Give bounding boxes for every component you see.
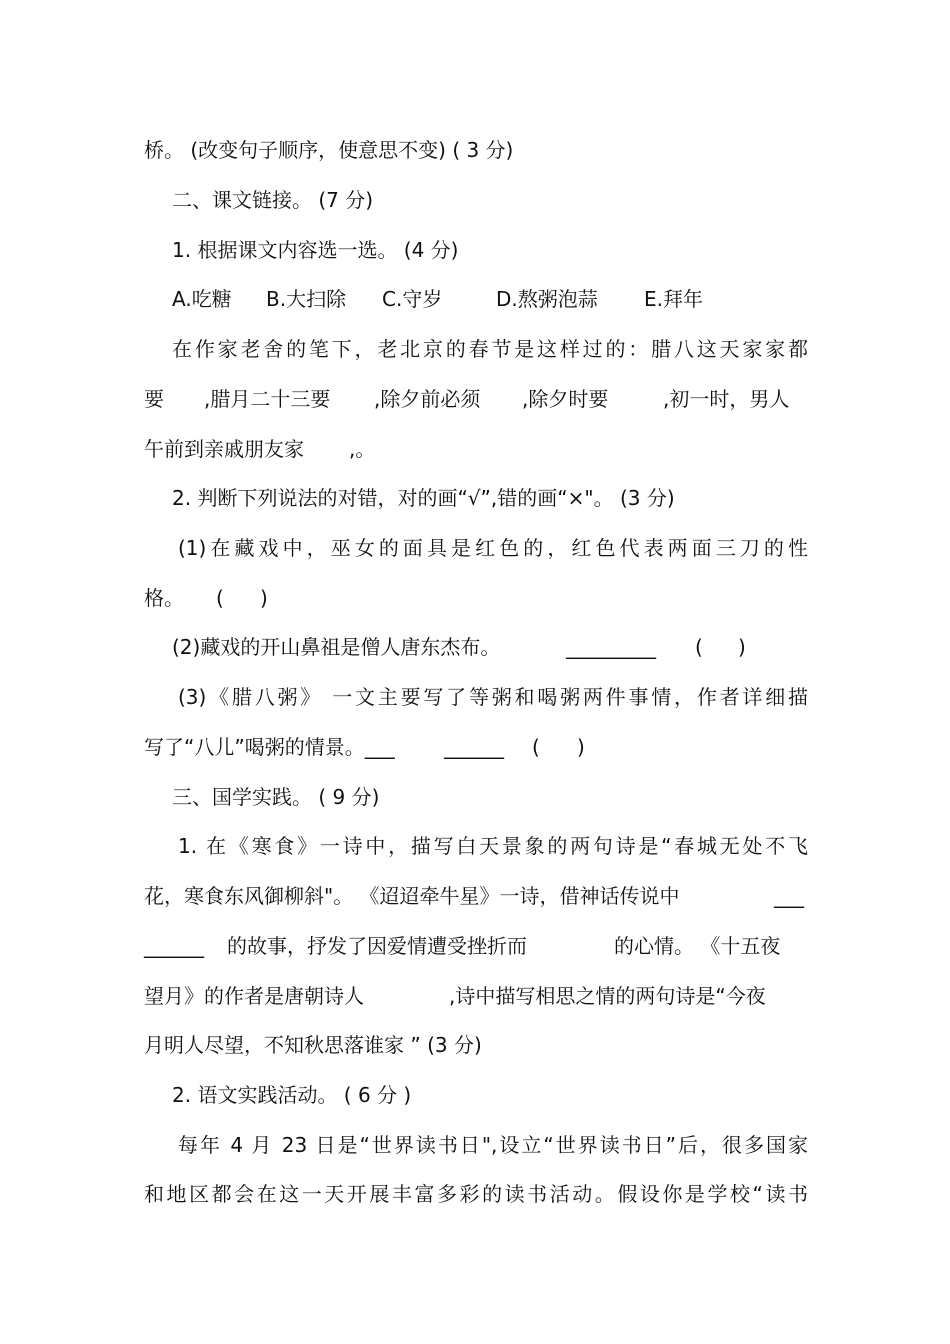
section-2-heading: 二、课文链接。 (7 分)	[172, 188, 374, 212]
answer-blank: ______	[444, 735, 504, 759]
reading-day-passage-line-1: 每年 4 月 23 日是“世界读书日",设立“世界读书日”后，很多国家	[178, 1133, 808, 1157]
option-c: C.守岁	[382, 287, 443, 311]
option-d: D.熬粥泡蒜	[496, 287, 598, 311]
answer-blank: ___	[774, 884, 804, 908]
statement-1-line-2: 格。 ( )	[144, 580, 808, 616]
statement-3-line-1: (3)《腊八粥》 一文主要写了等粥和喝粥两件事情，作者详细描	[178, 685, 808, 709]
option-e: E.拜年	[644, 287, 703, 311]
spring-festival-passage-line-1: 在作家老舍的笔下，老北京的春节是这样过的：腊八这天家家都	[172, 337, 808, 361]
section-3-heading: 三、国学实践。 ( 9 分)	[172, 785, 380, 809]
option-a: A.吃糖	[172, 287, 232, 311]
statement-3-line-2: 写了“八儿”喝粥的情景。___ ______ ( )	[144, 729, 808, 765]
answer-blank: _________	[566, 635, 656, 659]
question-2-2-heading: 2. 判断下列说法的对错，对的画“√”,错的画“×"。 (3 分)	[172, 486, 675, 510]
answer-bracket-close: )	[260, 586, 268, 610]
options-row	[172, 281, 808, 317]
answer-blank: ______	[144, 934, 204, 958]
option-b: B.大扫除	[266, 287, 347, 311]
poetry-question-line-3: ______ 的故事，抒发了因爱情遭受挫折而 的心情。 《十五夜	[144, 928, 808, 964]
question-2-1-heading: 1. 根据课文内容选一选。 (4 分)	[172, 238, 459, 262]
statement-2: (2)藏戏的开山鼻祖是僧人唐东杰布。 _________ ( )	[172, 629, 808, 665]
answer-bracket-open: (	[532, 735, 540, 759]
poetry-question-line-5: 月明人尽望，不知秋思落谁家 ” (3 分)	[144, 1033, 482, 1057]
poetry-question-line-1: 1. 在《寒食》一诗中，描写白天景象的两句诗是“春城无处不飞	[178, 834, 808, 858]
answer-bracket-close: )	[577, 735, 585, 759]
statement-1-line-1: (1)在藏戏中，巫女的面具是红色的，红色代表两面三刀的性	[178, 536, 808, 560]
answer-bracket-close: )	[738, 635, 746, 659]
poetry-question-line-2: 花，寒食东风御柳斜"。 《迢迢牵牛星》一诗，借神话传说中 ___	[144, 878, 808, 914]
answer-bracket-open: (	[216, 586, 224, 610]
reading-day-passage-line-2: 和地区都会在这一天开展丰富多彩的读书活动。假设你是学校“读书	[144, 1182, 808, 1206]
sentence-reorder-instruction: 桥。 (改变句子顺序，使意思不变) ( 3 分)	[144, 138, 514, 162]
poetry-question-line-4: 望月》的作者是唐朝诗人 ,诗中描写相思之情的两句诗是“今夜	[144, 984, 766, 1008]
question-3-2-heading: 2. 语文实践活动。 ( 6 分 )	[172, 1083, 412, 1107]
answer-bracket-open: (	[695, 635, 703, 659]
spring-festival-passage-line-3: 午前到亲戚朋友家 ,。	[144, 437, 376, 461]
spring-festival-passage-line-2: 要 ,腊月二十三要 ,除夕前必须 ,除夕时要 ,初一时，男人	[144, 387, 790, 411]
